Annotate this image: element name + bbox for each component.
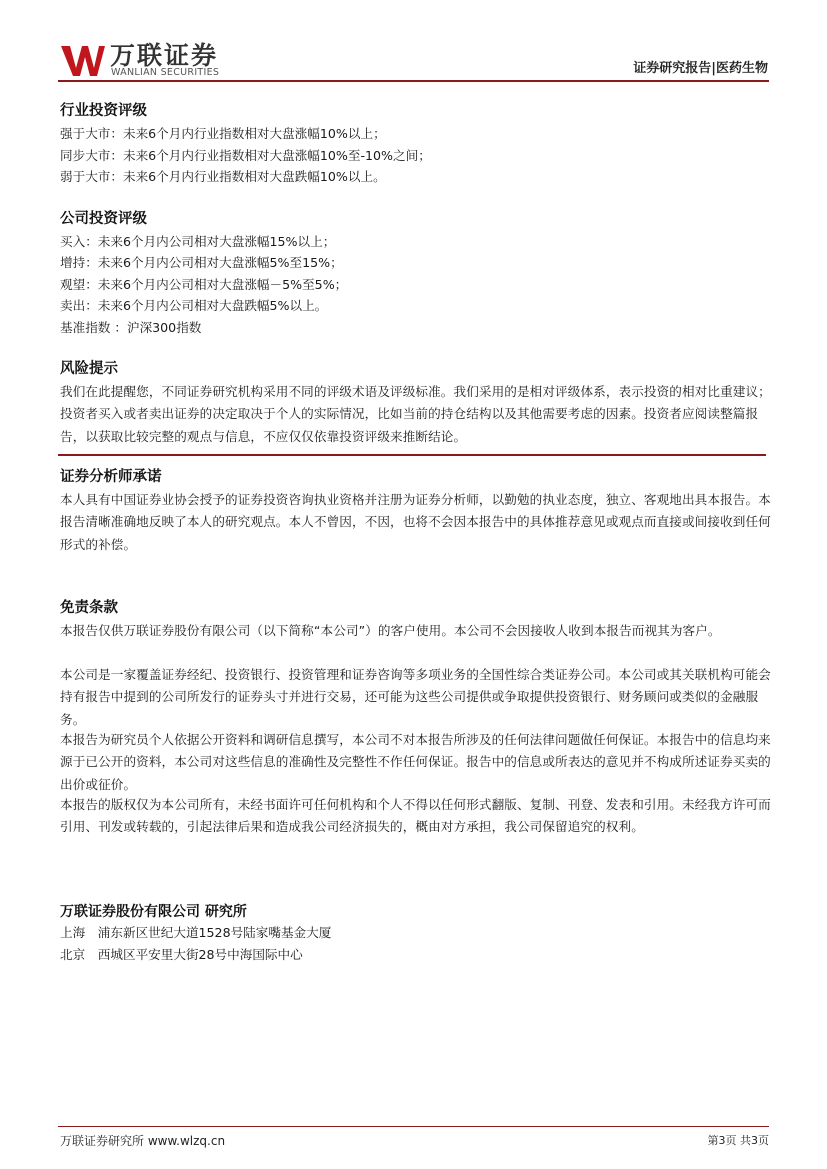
risk-title: 风险提示 bbox=[60, 361, 118, 377]
company-research-institute: 万联证券股份有限公司 研究所 bbox=[60, 904, 247, 920]
report-category: 证券研究报告|医药生物 bbox=[633, 61, 768, 76]
industry-rating-line: 同步大市：未来6个月内行业指数相对大盘涨幅10%至-10%之间； bbox=[60, 148, 431, 163]
analyst-commitment-title: 证券分析师承诺 bbox=[60, 469, 162, 485]
industry-rating-line: 强于大市：未来6个月内行业指数相对大盘涨幅10%以上； bbox=[60, 126, 386, 141]
company-rating-title: 公司投资评级 bbox=[60, 211, 147, 227]
disclaimer-paragraph: 本报告的版权仅为本公司所有，未经书面许可任何机构和个人不得以任何形式翻版、复制、刊登、发表和引用。未经我方许可而引用、刊发或转载的，引起法律后果和造成我公司经济损失的，概由对方承担，我公司保留追究的权利。 bbox=[60, 797, 771, 835]
disclaimer-paragraph: 本报告为研究员个人依据公开资料和调研信息撰写，本公司不对本报告所涉及的任何法律问题做任何保证。本报告中的信息均来源于已公开的资料，本公司对这些信息的准确性及完整性不作任何保证。报告中的信息或所表达的意见并不构成所述证券买卖的出价或征价。 bbox=[60, 732, 771, 792]
industry-rating-line: 弱于大市：未来6个月内行业指数相对大盘跌幅10%以上。 bbox=[60, 169, 386, 184]
disclaimer-paragraph: 本公司是一家覆盖证券经纪、投资银行、投资管理和证券咨询等多项业务的全国性综合类证券公司。本公司或其关联机构可能会持有报告中提到的公司所发行的证券头寸并进行交易，还可能为这些公司提供或争取提供投资银行、财务顾问或类似的金融服务。 bbox=[60, 667, 771, 727]
logo-chinese-name: 万联证券 bbox=[110, 41, 219, 70]
section-divider bbox=[58, 454, 766, 456]
risk-text: 我们在此提醒您，不同证券研究机构采用不同的评级术语及评级标准。我们采用的是相对评级体系，表示投资的相对比重建议；投资者买入或者卖出证券的决定取决于个人的实际情况，比如当前的持仓结构以及其他需要考虑的因素。投资者应阅读整篇报告，以获取比较完整的观点与信息，不应仅仅依靠投资评级来推断结论。 bbox=[60, 384, 771, 444]
page-number: 第3页 共3页 bbox=[707, 1134, 769, 1147]
industry-rating-title: 行业投资评级 bbox=[60, 103, 147, 119]
company-rating-line: 买入：未来6个月内公司相对大盘涨幅15%以上； bbox=[60, 234, 336, 249]
disclaimer-title: 免责条款 bbox=[60, 600, 118, 616]
company-rating-line: 增持：未来6个月内公司相对大盘涨幅5%至15%； bbox=[60, 255, 343, 270]
header-rule bbox=[58, 80, 769, 82]
address-beijing: 北京 西城区平安里大街28号中海国际中心 bbox=[60, 947, 303, 962]
benchmark-index: 基准指数 ：沪深300指数 bbox=[60, 320, 202, 335]
company-rating-line: 卖出：未来6个月内公司相对大盘跌幅5%以上。 bbox=[60, 298, 328, 313]
address-shanghai: 上海 浦东新区世纪大道1528号陆家嘴基金大厦 bbox=[60, 925, 332, 940]
analyst-commitment-text: 本人具有中国证券业协会授予的证券投资咨询执业资格并注册为证券分析师，以勤勉的执业态度，独立、客观地出具本报告。本报告清晰准确地反映了本人的研究观点。本人不曾因，不因，也将不会因本报告中的具体推荐意见或观点而直接或间接收到任何形式的补偿。 bbox=[60, 492, 771, 552]
logo-english-name: WANLIAN SECURITIES bbox=[111, 67, 220, 78]
disclaimer-paragraph: 本报告仅供万联证券股份有限公司（以下简称“本公司”）的客户使用。本公司不会因接收人收到本报告而视其为客户。 bbox=[60, 623, 721, 638]
footer-institute-website: 万联证券研究所 www.wlzq.cn bbox=[60, 1134, 226, 1148]
footer-rule bbox=[58, 1126, 769, 1127]
company-rating-line: 观望：未来6个月内公司相对大盘涨幅－5%至5%； bbox=[60, 277, 348, 292]
wanlian-logo-mark bbox=[61, 44, 105, 78]
